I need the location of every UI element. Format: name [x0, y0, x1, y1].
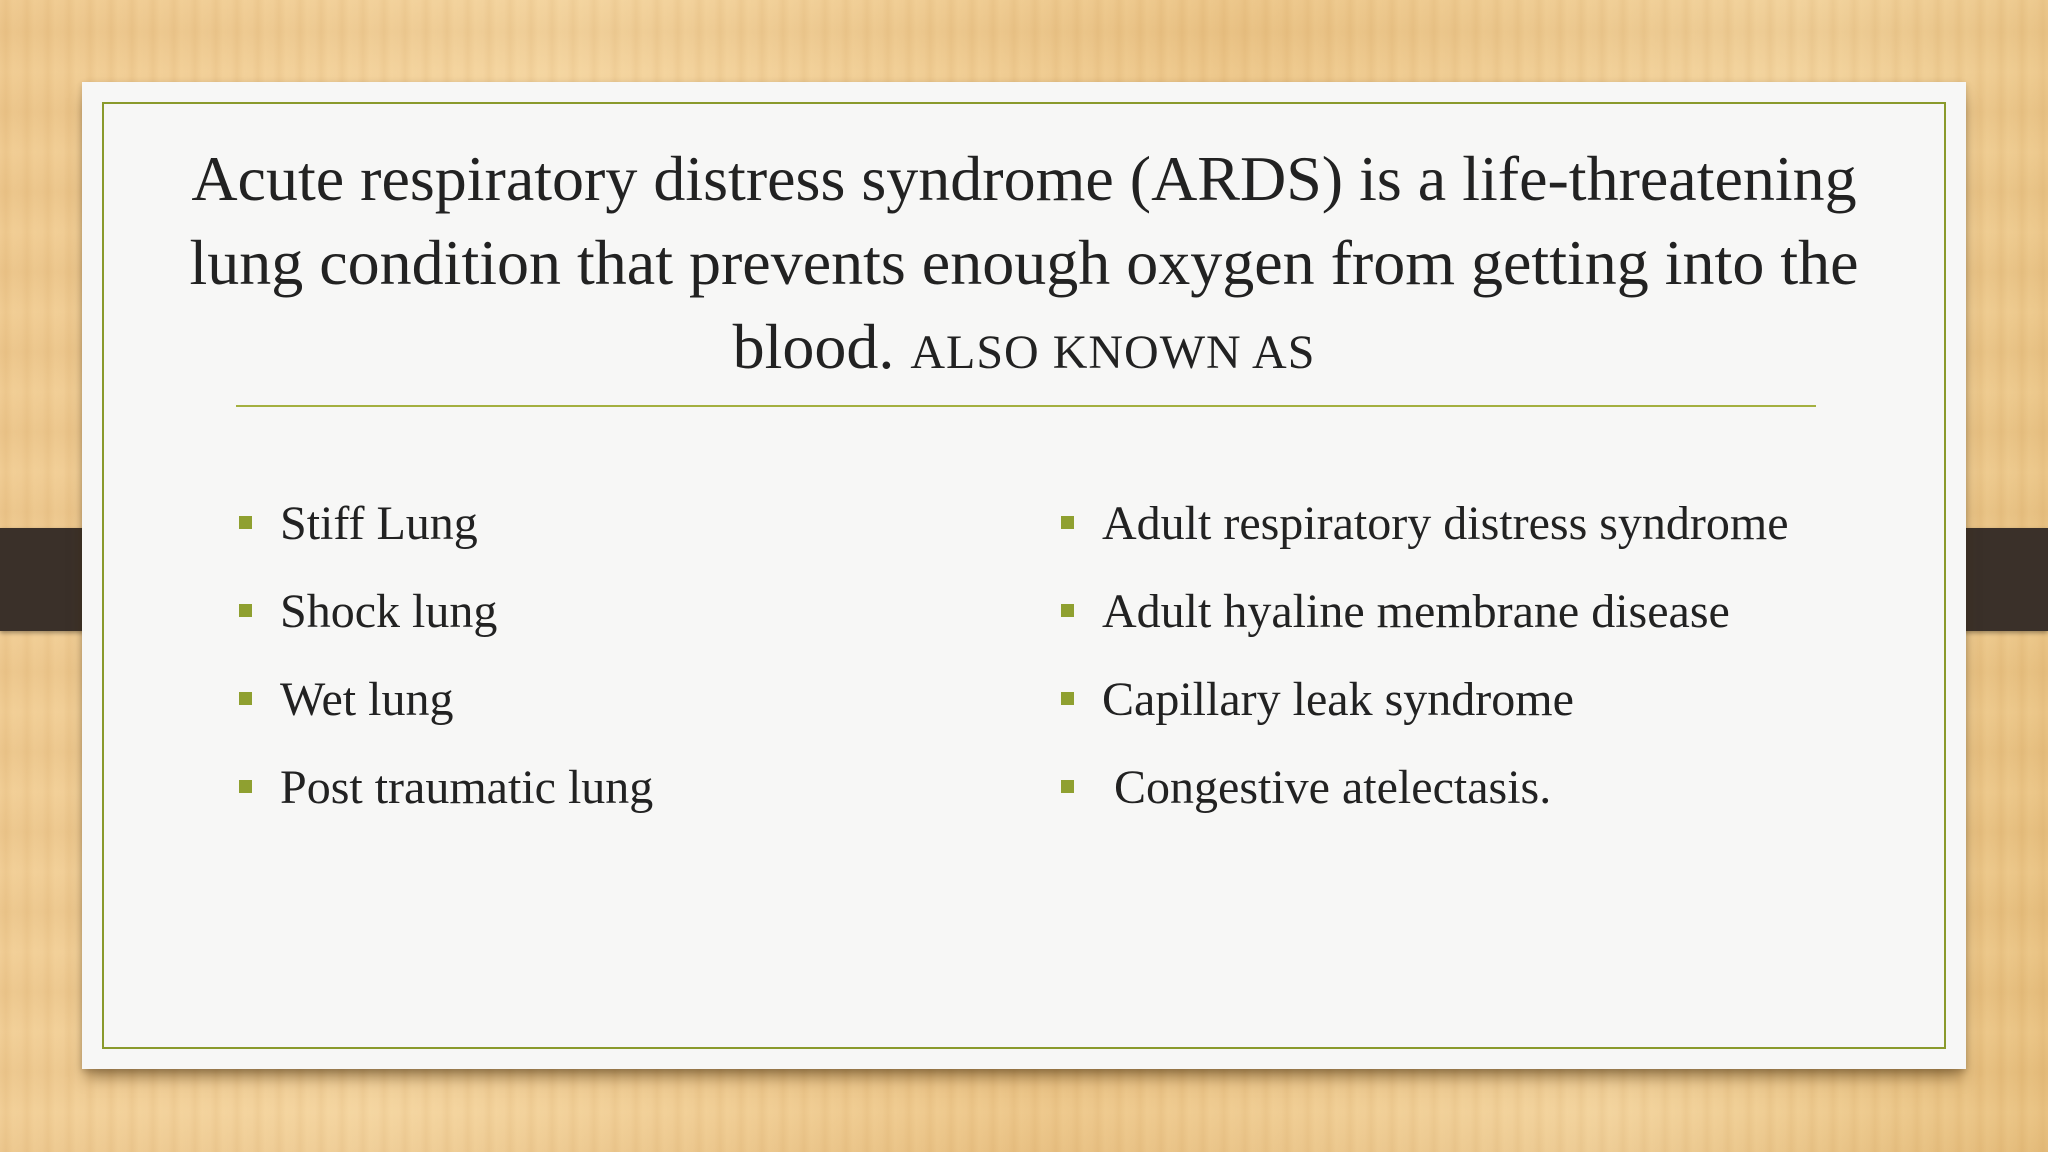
- list-item-text: Stiff Lung: [280, 497, 478, 550]
- square-bullet-icon: [1061, 692, 1074, 705]
- list-item-text: Shock lung: [280, 585, 498, 638]
- list-item: [1058, 744, 1789, 832]
- list-item: [236, 480, 653, 568]
- slide: [82, 82, 1966, 1069]
- list-item-text: Wet lung: [280, 673, 454, 726]
- list-item-text: Adult respiratory distress syndrome: [1102, 497, 1789, 550]
- title-divider: [236, 405, 1816, 407]
- square-bullet-icon: [1061, 780, 1074, 793]
- list-item: [1058, 480, 1789, 568]
- square-bullet-icon: [239, 692, 252, 705]
- list-item: [236, 568, 653, 656]
- list-item-text: Adult hyaline membrane disease: [1102, 585, 1730, 638]
- list-item-text: Congestive atelectasis.: [1102, 761, 1552, 814]
- square-bullet-icon: [239, 516, 252, 529]
- square-bullet-icon: [1061, 516, 1074, 529]
- list-item-text: Post traumatic lung: [280, 761, 654, 814]
- list-item: [1058, 656, 1789, 744]
- title-text: Acute respiratory distress syndrome (ARDS) is a life-threatening lung condition that prevents enough oxygen from getting into the blood.: [189, 143, 1859, 382]
- square-bullet-icon: [239, 780, 252, 793]
- list-item: [1058, 568, 1789, 656]
- left-bullet-list: [236, 480, 653, 832]
- list-item-text: Capillary leak syndrome: [1102, 673, 1574, 726]
- list-item: [236, 744, 653, 832]
- slide-title: [142, 137, 1906, 395]
- right-bullet-list: [1058, 480, 1789, 832]
- square-bullet-icon: [239, 604, 252, 617]
- square-bullet-icon: [1061, 604, 1074, 617]
- list-item: [236, 656, 653, 744]
- also-known-as-label: ALSO KNOWN AS: [910, 326, 1316, 379]
